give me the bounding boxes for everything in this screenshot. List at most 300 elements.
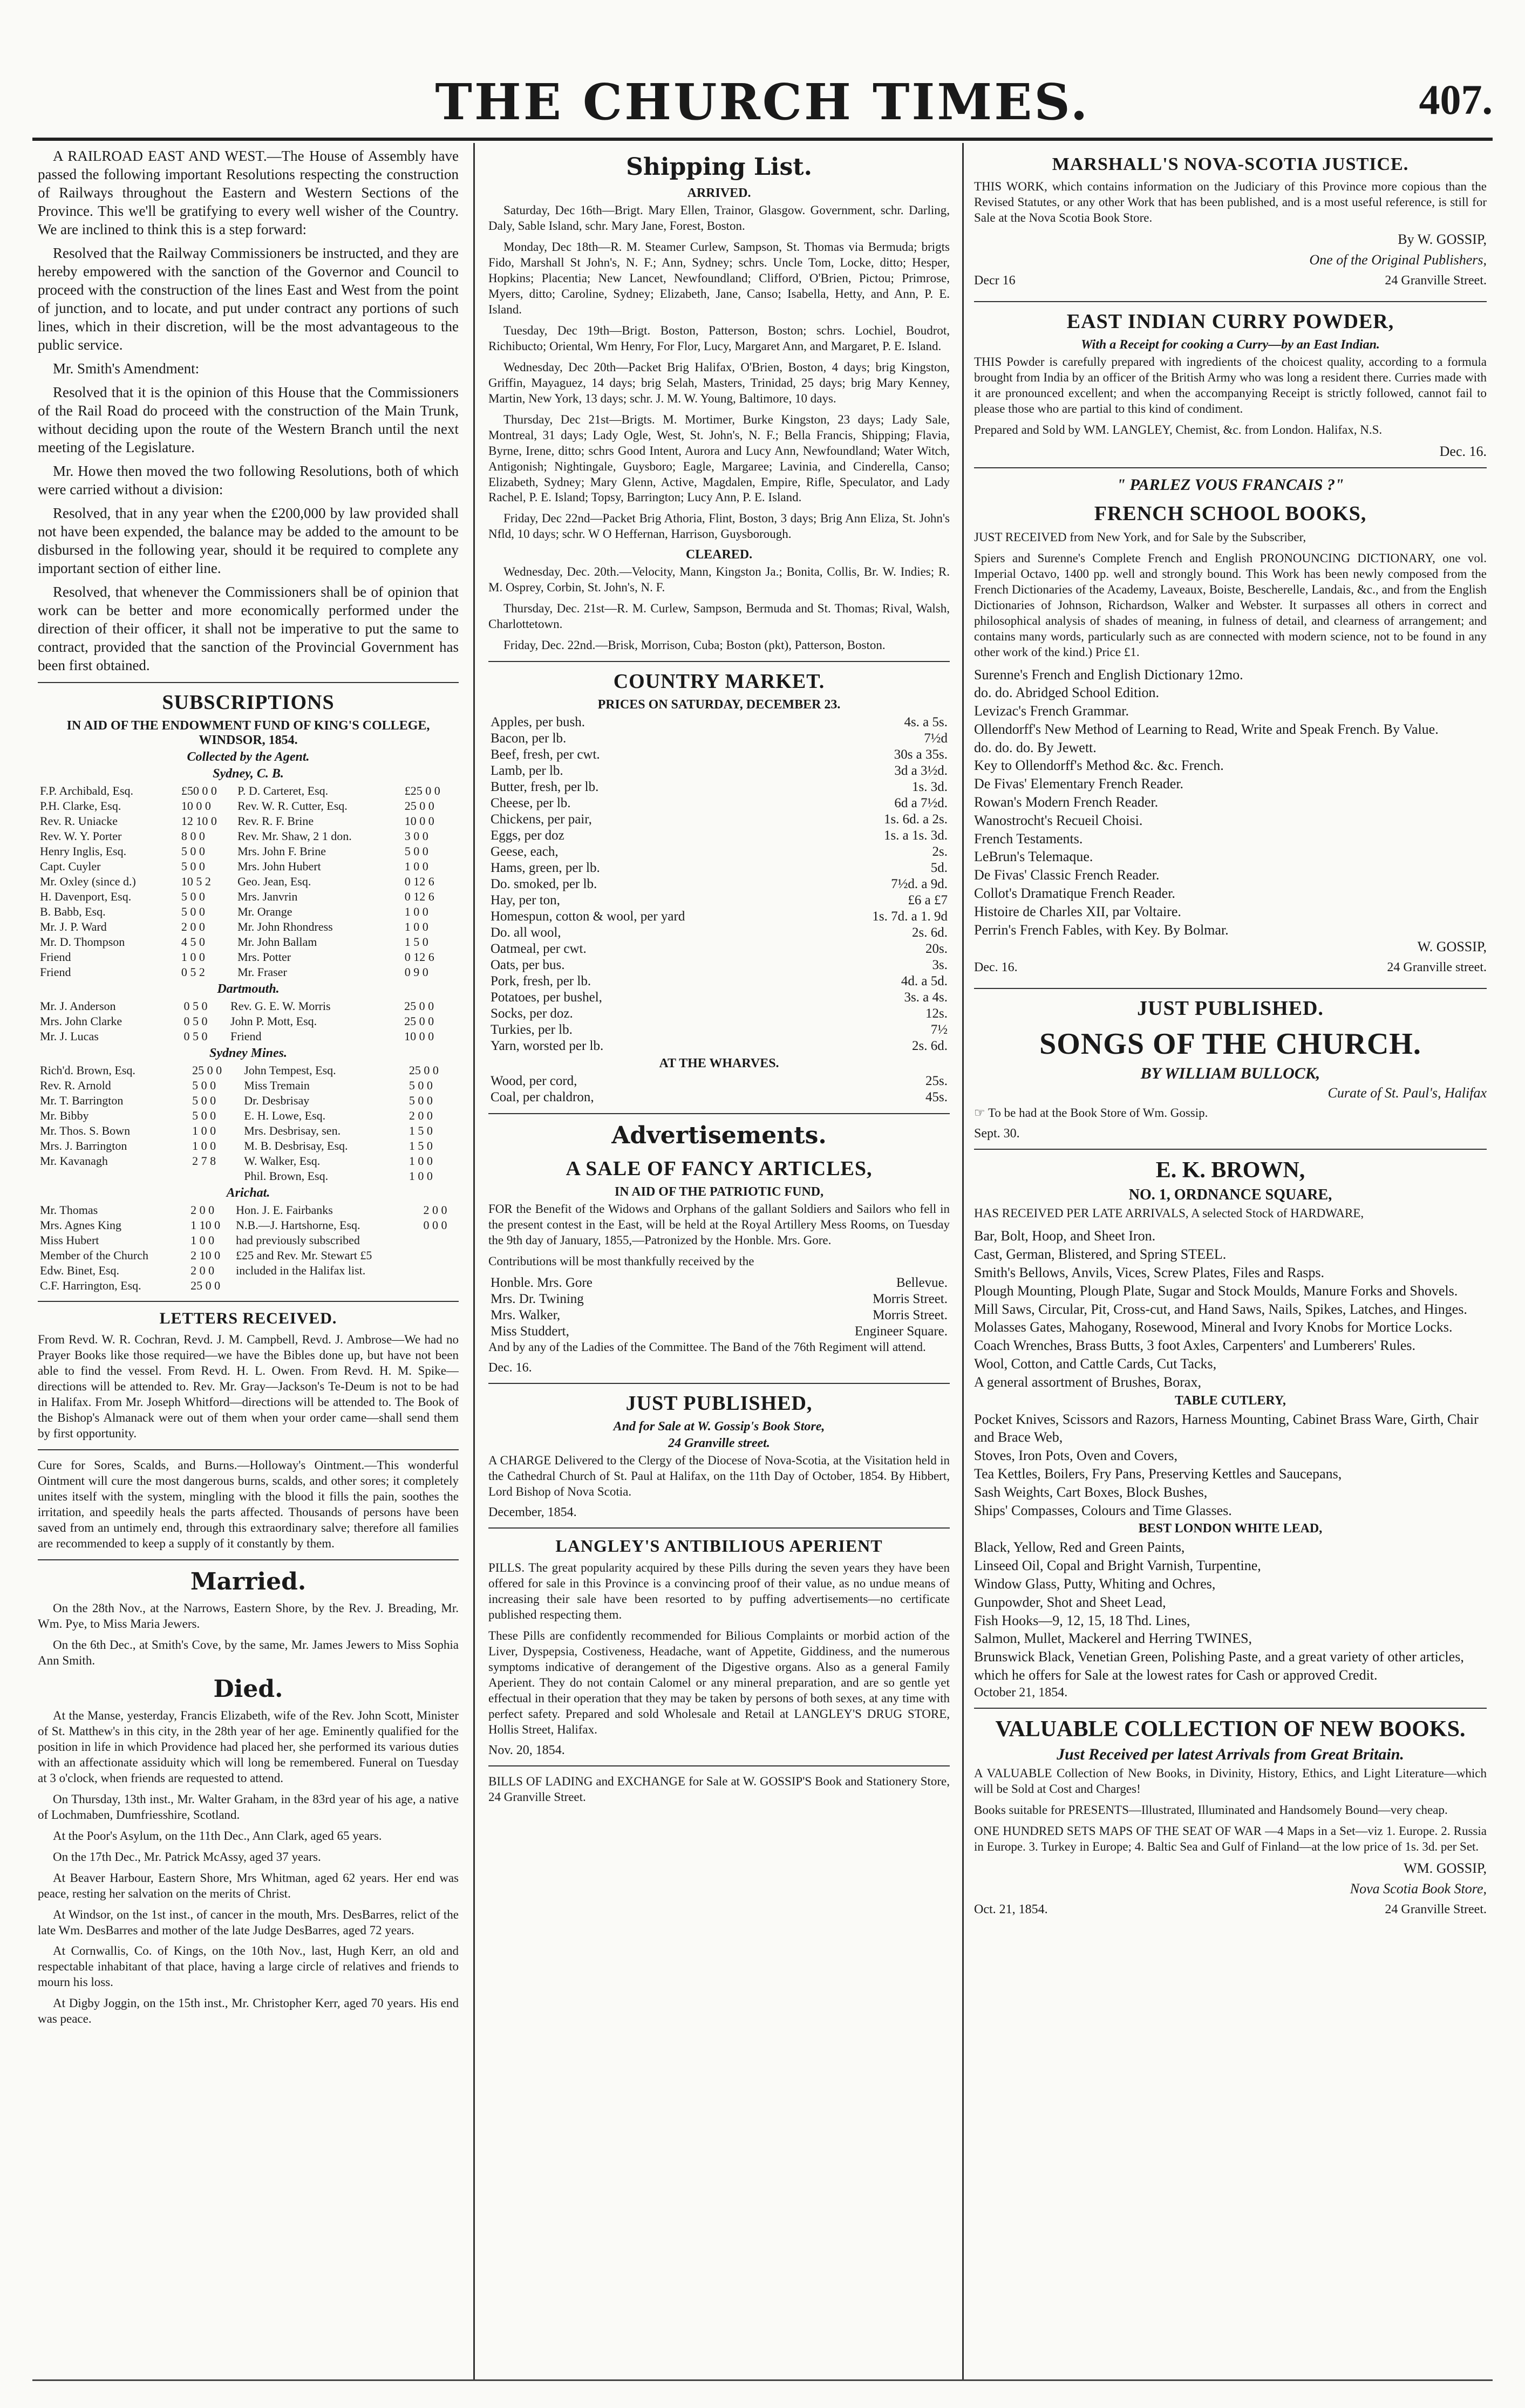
table-cell: included in the Halifax list. bbox=[236, 1264, 366, 1278]
table-cell: 0 5 0 bbox=[183, 999, 208, 1013]
letters-section bbox=[38, 1309, 459, 1442]
page-number: 407. bbox=[1419, 76, 1493, 123]
list-item: Ollendorff's New Method of Learning to Read, Write and Speak French. By Value. bbox=[974, 721, 1439, 737]
market-row bbox=[488, 731, 950, 747]
table-cell: Rev. W. R. Cutter, Esq. bbox=[237, 799, 348, 813]
table-cell: 25 0 0 bbox=[192, 1063, 222, 1077]
table-row bbox=[38, 1169, 459, 1184]
table-cell: Miss Tremain bbox=[244, 1079, 310, 1093]
table-row bbox=[38, 904, 459, 919]
newspaper-title: THE CHURCH TIMES. bbox=[435, 73, 1090, 131]
list-item: Levizac's French Grammar. bbox=[974, 703, 1129, 719]
table-row bbox=[38, 1093, 459, 1108]
list-item: A general assortment of Brushes, Borax, bbox=[974, 1374, 1201, 1390]
table-row bbox=[38, 1108, 459, 1123]
brown-date: October 21, 1854. bbox=[974, 1685, 1068, 1700]
receiver-row bbox=[488, 1307, 950, 1324]
market-row bbox=[488, 811, 950, 828]
french-address: 24 Granville street. bbox=[1387, 960, 1487, 975]
french-desc: Spiers and Surenne's Complete French and English PRONOUNCING DICTIONARY, one vol. Imperial Octavo, 1400 pp. well and strongly bound. This Work has been newly composed from the French Dictionaries of the Academy, Laveaux, Boiste, Bescherelle, Landais, &c., and from the English Dictionaries of Johnson, Richardson, Walker and Webster. It surpasses all others in correct and philosophical analysis of shades of meaning, in fulness of detail, and clearness of arrangement; and contains many words, particularly such as are connected with modern science, not to be found in any other work of the kind.) Price £1. bbox=[974, 551, 1487, 659]
subscription-location: Arichat. bbox=[226, 1186, 270, 1200]
table-row bbox=[38, 1278, 459, 1293]
railroad-howe: Mr. Howe then moved the two following Resolutions, both of which were carried without a division: bbox=[38, 463, 459, 498]
table-cell: 30s a 35s. bbox=[894, 747, 948, 762]
arrival-entry: Wednesday, Dec 20th—Packet Brig Halifax, O'Brien, Boston, 4 days; brig Kingston, Griffin, Mayaguez, 14 days; brig Selah, Masters, Trinidad, 25 days; brig Mary Kenney, Martin, New York, 13 days; schr. J. M. W. Young, Baltimore, 10 days. bbox=[488, 360, 950, 405]
table-cell: Rev. R. Uniacke bbox=[40, 814, 118, 828]
table-row bbox=[38, 829, 459, 844]
list-item: Black, Yellow, Red and Green Paints, bbox=[974, 1539, 1185, 1556]
table-cell: 2 7 8 bbox=[192, 1154, 216, 1168]
table-row bbox=[38, 1063, 459, 1078]
french-date: Dec. 16. bbox=[974, 960, 1018, 975]
list-item: Brunswick Black, Venetian Green, Polishing Paste, and a great variety of other articles, which he offers for Sale at the lowest rates for Cash or approved Credit. bbox=[974, 1649, 1464, 1683]
table-cell: Mrs. J. Barrington bbox=[40, 1139, 127, 1153]
table-row bbox=[38, 859, 459, 874]
langley-date: Nov. 20, 1854. bbox=[488, 1743, 565, 1757]
table-cell: 5 0 0 bbox=[181, 890, 205, 904]
market-row bbox=[488, 941, 950, 957]
subscription-table bbox=[38, 1063, 459, 1184]
marriage-notice: On the 28th Nov., at the Narrows, Eastern Shore, by the Rev. J. Breading, Mr. Wm. Pye, to Miss Maria Jewers. bbox=[38, 1601, 459, 1631]
table-cell: Pork, fresh, per lb. bbox=[491, 974, 591, 989]
table-cell: Mr. Oxley (since d.) bbox=[40, 875, 136, 889]
market-row bbox=[488, 828, 950, 844]
arrived-list bbox=[488, 203, 950, 542]
table-cell: 4 5 0 bbox=[181, 935, 205, 949]
arrival-entry: Saturday, Dec 16th—Brigt. Mary Ellen, Trainor, Glasgow. Government, schr. Darling, Daly, Sable Island, schr. Mary Jane, Forest, Boston. bbox=[488, 203, 950, 233]
table-cell: 25 0 0 bbox=[190, 1279, 221, 1293]
railroad-article bbox=[38, 147, 459, 674]
table-row bbox=[38, 1203, 459, 1218]
french-signed: W. GOSSIP, bbox=[1417, 939, 1487, 955]
curry-ad bbox=[974, 310, 1487, 460]
subscriptions-subtitle: IN AID OF THE ENDOWMENT FUND OF KING'S COLLEGE, WINDSOR, 1854. bbox=[66, 719, 430, 748]
french-books-ad bbox=[974, 476, 1487, 981]
section-divider bbox=[974, 467, 1487, 468]
subscription-table bbox=[38, 1203, 459, 1293]
sale-body: FOR the Benefit of the Widows and Orphans of the gallant Soldiers and Sailors who fell in the present contest in the East, will be held at the Royal Artillery Mess Rooms, on Tuesday the 9th day of January, 1855,—Patronized by the Honble. Mrs. Gore. bbox=[488, 1202, 950, 1247]
songs-role: Curate of St. Paul's, Halifax bbox=[1327, 1085, 1487, 1101]
table-cell: 25 0 0 bbox=[404, 799, 434, 813]
list-item: Plough Mounting, Plough Plate, Sugar and Stock Moulds, Manure Forks and Shovels. bbox=[974, 1283, 1458, 1299]
table-cell: Morris Street. bbox=[873, 1308, 948, 1323]
market-row bbox=[488, 909, 950, 925]
table-cell: 2 0 0 bbox=[423, 1203, 447, 1217]
death-notice: At Digby Joggin, on the 15th inst., Mr. Christopher Kerr, aged 70 years. His end was peace. bbox=[38, 1996, 459, 2026]
arrival-entry: Friday, Dec 22nd—Packet Brig Athoria, Flint, Boston, 3 days; Brig Ann Eliza, St. John's Nfld, 10 days; schr. W O Heffernan, Harrison, Guysborough. bbox=[488, 511, 950, 541]
table-cell: 10 0 0 bbox=[404, 1029, 434, 1043]
table-cell: Hams, green, per lb. bbox=[491, 861, 600, 876]
arrival-entry: Thursday, Dec 21st—Brigts. M. Mortimer, Burke Kingston, 23 days; Lady Sale, Montreal, 31 days; Lady Ogle, West, St. John's, N. F.; Bella Francis, Shipping; Flavia, Byrne, Irene, ditto; schrs Good Intent, Aurora and Lucy Ann, Newfoundland; Water Witch, Antigonish; Nightingale, Guysboro; Eagle, Margaree; Lavinia, and Cinderella, Canso; Elizabeth, Sydney; Mary Glenn, Active, Magdalen, Empire, Rifle, Speculator, and Lady Rachel, P. E. Island; Topsy, Barrington; Lucy Ann, P. E. Island. bbox=[488, 412, 950, 504]
french-tagline: " PARLEZ VOUS FRANCAIS ?" bbox=[1116, 475, 1344, 494]
table-cell: Mr. Fraser bbox=[237, 965, 287, 979]
table-cell: Mr. J. Anderson bbox=[40, 999, 116, 1013]
charge-date: December, 1854. bbox=[488, 1505, 577, 1519]
market-row bbox=[488, 844, 950, 860]
table-cell: 0 0 0 bbox=[423, 1218, 447, 1232]
table-row bbox=[38, 783, 459, 799]
list-item: De Fivas' Elementary French Reader. bbox=[974, 776, 1184, 792]
table-cell: 5 0 0 bbox=[181, 844, 205, 858]
table-cell: Beef, fresh, per cwt. bbox=[491, 747, 600, 762]
table-row bbox=[38, 1218, 459, 1233]
market-title: COUNTRY MARKET. bbox=[613, 670, 825, 693]
table-cell: 8 0 0 bbox=[181, 829, 205, 843]
table-cell: Miss Studdert, bbox=[491, 1324, 569, 1339]
marshall-ad bbox=[974, 154, 1487, 294]
table-cell: £50 0 0 bbox=[181, 784, 217, 798]
table-cell: C.F. Harrington, Esq. bbox=[40, 1279, 141, 1293]
clearance-entry: Wednesday, Dec. 20th.—Velocity, Mann, Kingston Ja.; Bonita, Collis, Br. W. Indies; R. M. Osprey, Corbin, St. John's, N. F. bbox=[488, 565, 950, 595]
table-cell: 3s. a 4s. bbox=[904, 990, 948, 1005]
table-cell: 1 0 0 bbox=[181, 950, 205, 964]
collection-body: A VALUABLE Collection of New Books, in Divinity, History, Ethics, and Light Literature—which will be Sold at Cost and Charges! bbox=[974, 1766, 1487, 1796]
market-row bbox=[488, 1006, 950, 1022]
table-row bbox=[38, 799, 459, 814]
table-cell: 1s. a 1s. 3d. bbox=[883, 828, 948, 843]
market-row bbox=[488, 957, 950, 973]
list-item: Pocket Knives, Scissors and Razors, Harness Mounting, Cabinet Brass Ware, Girth, Chair and Brace Web, bbox=[974, 1411, 1479, 1445]
market-row bbox=[488, 779, 950, 795]
table-row bbox=[38, 814, 459, 829]
list-item: Key to Ollendorff's Method &c. &c. French. bbox=[974, 758, 1224, 774]
table-cell: 12 10 0 bbox=[181, 814, 217, 828]
table-cell: 1 0 0 bbox=[192, 1139, 216, 1153]
table-cell: Eggs, per doz bbox=[491, 828, 564, 843]
amendment-label: Mr. Smith's Amendment: bbox=[53, 360, 200, 377]
table-cell: 0 5 0 bbox=[183, 1029, 208, 1043]
french-books-list bbox=[974, 666, 1487, 939]
table-cell: Homespun, cotton & wool, per yard bbox=[491, 909, 685, 924]
table-cell: E. H. Lowe, Esq. bbox=[244, 1109, 326, 1123]
market-row bbox=[488, 860, 950, 876]
table-cell: Mr. J. P. Ward bbox=[40, 920, 107, 934]
langley-body: PILLS. The great popularity acquired by these Pills during the seven years they have been offered for sale in this Province is a convincing proof of their value, as no undue means of increasing their sale have been resorted to by puffing advertisements—no certificate published respecting them. bbox=[488, 1560, 950, 1621]
marshall-signed: By W. GOSSIP, bbox=[1398, 231, 1487, 247]
column-left bbox=[38, 147, 459, 2376]
married-section bbox=[38, 1568, 459, 1669]
songs-author: BY WILLIAM BULLOCK, bbox=[1140, 1065, 1320, 1083]
table-cell: Mrs. Potter bbox=[237, 950, 291, 964]
table-row bbox=[38, 950, 459, 965]
market-row bbox=[488, 763, 950, 779]
table-cell: 1 5 0 bbox=[404, 935, 428, 949]
table-cell: 7½ bbox=[930, 1022, 948, 1038]
marriage-notice: On the 6th Dec., at Smith's Cove, by the same, Mr. James Jewers to Miss Sophia Ann Smith. bbox=[38, 1638, 459, 1667]
table-cell: H. Davenport, Esq. bbox=[40, 890, 132, 904]
column-divider bbox=[962, 143, 964, 2381]
collection-maps: ONE HUNDRED SETS MAPS OF THE SEAT OF WAR —4 Maps in a Set—viz 1. Europe. 2. Russia in Europe. 3. Turkey in Europe; 4. Baltic Sea and Gulf of Finland—at the low price of 1s. 3d. per Set. bbox=[974, 1824, 1487, 1853]
table-cell: 5 0 0 bbox=[192, 1109, 216, 1123]
cleared-label: CLEARED. bbox=[685, 548, 753, 562]
table-cell bbox=[234, 1278, 421, 1293]
railroad-resolution: Resolved, that in any year when the £200,000 by law provided shall not have been expended, the balance may be added to the amount to be disbursed in the following year, should it be required to complete any important section of either line. bbox=[38, 505, 459, 577]
french-body: JUST RECEIVED from New York, and for Sale by the Subscriber, bbox=[974, 530, 1306, 544]
table-row bbox=[38, 1138, 459, 1154]
table-cell: Cheese, per lb. bbox=[491, 796, 571, 811]
table-cell: Mrs. John F. Brine bbox=[237, 844, 326, 858]
langley-body: These Pills are confidently recommended for Bilious Complaints or morbid action of the Liver, Dyspepsia, Costiveness, Headache, want of Appetite, Giddiness, and the numerous symptoms indicative of derangement of the Digestive organs. Also as a general Family Aperient. They do not contain Calomel or any mineral preparation, and are so gentle yet effectual in their operation that they may be taken by persons of both sexes, at any time with perfect safety. Prepared and sold Wholesale and Retail at LANGLEY'S DRUG STORE, Hollis Street, Halifax. bbox=[488, 1628, 950, 1736]
column-right bbox=[974, 147, 1487, 2376]
table-cell: 5 0 0 bbox=[409, 1079, 433, 1093]
shipping-section bbox=[488, 153, 950, 653]
table-cell: 0 5 2 bbox=[181, 965, 205, 979]
section-divider bbox=[488, 1113, 950, 1114]
table-cell: Geese, each, bbox=[491, 844, 559, 859]
letters-title: LETTERS RECEIVED. bbox=[159, 1309, 337, 1328]
table-cell: Lamb, per lb. bbox=[491, 763, 563, 779]
table-cell: 5 0 0 bbox=[181, 905, 205, 919]
table-cell: 2 0 0 bbox=[190, 1264, 215, 1278]
table-cell: 1 5 0 bbox=[409, 1139, 433, 1153]
french-title: FRENCH SCHOOL BOOKS, bbox=[1094, 502, 1367, 525]
table-cell: Rev. Mr. Shaw, 2 1 don. bbox=[237, 829, 352, 843]
death-notice: At the Manse, yesterday, Francis Elizabeth, wife of the Rev. John Scott, Minister of St. Matthew's in this city, in the 28th year of her age. Eminently qualified for the position in life in which Providence had placed her, she performed its various duties with an affectionate assiduity which will long be remembered. Funeral on Tuesday at 3 o'clock, when friends are requested to attend. bbox=[38, 1708, 459, 1785]
receiver-row bbox=[488, 1275, 950, 1291]
list-item: De Fivas' Classic French Reader. bbox=[974, 867, 1160, 883]
list-item: LeBrun's Telemaque. bbox=[974, 849, 1093, 865]
section-divider bbox=[974, 301, 1487, 302]
letters-body: From Revd. W. R. Cochran, Revd. J. M. Campbell, Revd. J. Ambrose—We had no Prayer Books like those required—we have the Bibles done up, but have not been able to find the vessel. From Revd. H. L. Owen. From Revd. H. M. Spike—directions will be attended to. Rev. Mr. Gray—Jackson's Te-Deum is not to be had in Halifax. From Mr. Joseph Whitford—directions will be attended to. The Book of the Bishop's Almanack were out of them when your order came—shall send them by first opportunity. bbox=[38, 1333, 459, 1441]
market-row bbox=[488, 747, 950, 763]
table-cell: 0 12 6 bbox=[404, 950, 434, 964]
brown-intro: HAS RECEIVED PER LATE ARRIVALS, A selected Stock of HARDWARE, bbox=[974, 1206, 1364, 1220]
arrived-label: ARRIVED. bbox=[687, 186, 751, 200]
table-cell: Mr. Bibby bbox=[40, 1109, 89, 1123]
table-cell: Capt. Cuyler bbox=[40, 859, 101, 874]
songs-date: Sept. 30. bbox=[974, 1127, 1020, 1141]
list-item: Coach Wrenches, Brass Butts, 3 foot Axles, Carpenters' and Lumberers' Rules. bbox=[974, 1338, 1416, 1354]
market-row bbox=[488, 795, 950, 811]
table-cell: 2 10 0 bbox=[190, 1249, 221, 1263]
lead-label: BEST LONDON WHITE LEAD, bbox=[1138, 1522, 1323, 1536]
death-notice: At Beaver Harbour, Eastern Shore, Mrs Whitman, aged 62 years. Her end was peace, resting her salvation on the merits of Christ. bbox=[38, 1871, 459, 1900]
table-cell: 2 0 0 bbox=[409, 1109, 433, 1123]
section-divider bbox=[38, 1559, 459, 1560]
table-row bbox=[38, 889, 459, 904]
table-cell: Friend bbox=[230, 1029, 262, 1043]
table-cell: Mr. D. Thompson bbox=[40, 935, 125, 949]
hardware-list bbox=[974, 1410, 1487, 1520]
marshall-address: 24 Granville Street. bbox=[1385, 273, 1487, 288]
column-middle bbox=[488, 147, 950, 2376]
table-row bbox=[38, 1078, 459, 1093]
clearance-entry: Thursday, Dec. 21st—R. M. Curlew, Sampson, Bermuda and St. Thomas; Rival, Walsh, Charlottetown. bbox=[488, 602, 950, 631]
hardware-list bbox=[974, 1538, 1487, 1684]
section-divider bbox=[974, 1149, 1487, 1150]
table-cell: Turkies, per lb. bbox=[491, 1022, 573, 1038]
table-cell: Mr. John Rhondress bbox=[237, 920, 333, 934]
table-cell: 4d. a 5d. bbox=[901, 974, 948, 989]
wharves-label: AT THE WHARVES. bbox=[659, 1056, 779, 1071]
table-cell: 25 0 0 bbox=[404, 1014, 434, 1028]
brown-title: E. K. BROWN, bbox=[1155, 1158, 1305, 1183]
table-cell: 5d. bbox=[930, 861, 948, 876]
died-title: Died. bbox=[213, 1675, 283, 1703]
table-cell: 1 0 0 bbox=[409, 1154, 433, 1168]
subscriptions-section bbox=[38, 691, 459, 1293]
table-cell: 25s. bbox=[925, 1074, 948, 1089]
table-cell: 2s. 6d. bbox=[912, 925, 948, 940]
market-row bbox=[488, 990, 950, 1006]
table-row bbox=[38, 934, 459, 950]
table-cell: £25 and Rev. Mr. Stewart £5 bbox=[236, 1249, 372, 1263]
table-cell: 3s. bbox=[932, 958, 948, 973]
table-cell: Mrs. Agnes King bbox=[40, 1218, 121, 1232]
table-cell: 1 0 0 bbox=[192, 1124, 216, 1138]
collection-ad bbox=[974, 1716, 1487, 1922]
table-cell: 0 5 0 bbox=[183, 1014, 208, 1028]
subscriptions-title: SUBSCRIPTIONS bbox=[162, 691, 335, 714]
table-cell: 2s. bbox=[932, 844, 948, 859]
list-item: Smith's Bellows, Anvils, Vices, Screw Plates, Files and Rasps. bbox=[974, 1264, 1325, 1280]
table-cell: Rich'd. Brown, Esq. bbox=[40, 1063, 135, 1077]
table-cell: 2 0 0 bbox=[190, 1203, 215, 1217]
subscription-location: Dartmouth. bbox=[217, 982, 280, 997]
charge-ad bbox=[488, 1391, 950, 1520]
married-title: Married. bbox=[190, 1568, 307, 1596]
table-cell: Miss Hubert bbox=[40, 1233, 99, 1247]
table-cell: Bellevue. bbox=[896, 1275, 948, 1291]
table-cell: 25 0 0 bbox=[404, 999, 434, 1013]
table-cell: 3d a 3½d. bbox=[894, 763, 948, 779]
table-cell: Friend bbox=[40, 950, 71, 964]
table-cell: Mr. T. Barrington bbox=[40, 1094, 124, 1108]
table-cell: Mr. John Ballam bbox=[237, 935, 317, 949]
table-cell: 1 10 0 bbox=[190, 1218, 221, 1232]
brown-hardware-ad bbox=[974, 1157, 1487, 1700]
table-cell: Mrs. John Clarke bbox=[40, 1014, 122, 1028]
section-divider bbox=[38, 1449, 459, 1450]
market-row bbox=[488, 973, 950, 990]
french-footer bbox=[974, 959, 1487, 980]
market-row bbox=[488, 925, 950, 941]
table-cell: Dr. Desbrisay bbox=[244, 1094, 310, 1108]
table-cell: 20s. bbox=[925, 942, 948, 957]
railroad-resolution: Resolved, that whenever the Commissioners shall be of opinion that work can be better and more economically performed under the direction of their officer, it shall not be imperative to put the same to contract, provided that the sanction of the Provincial Government has been first obtained. bbox=[38, 584, 459, 674]
table-cell: 5 0 0 bbox=[181, 859, 205, 874]
table-cell: Hay, per ton, bbox=[491, 893, 560, 908]
market-table bbox=[488, 714, 950, 1054]
table-row bbox=[38, 1154, 459, 1169]
death-notice: At the Poor's Asylum, on the 11th Dec., Ann Clark, aged 65 years. bbox=[53, 1829, 382, 1843]
table-cell bbox=[421, 1233, 459, 1248]
table-cell: 1s. 7d. a 1. 9d bbox=[872, 909, 948, 924]
sale-title: A SALE OF FANCY ARTICLES, bbox=[566, 1157, 873, 1181]
section-divider bbox=[974, 1708, 1487, 1709]
list-item: Perrin's French Fables, with Key. By Bolmar. bbox=[974, 922, 1229, 938]
list-item: Wanostrocht's Recueil Choisi. bbox=[974, 812, 1143, 828]
table-cell: Mrs. John Hubert bbox=[237, 859, 321, 874]
langley-title: LANGLEY'S ANTIBILIOUS APERIENT bbox=[555, 1536, 883, 1556]
list-item: Window Glass, Putty, Whiting and Ochres, bbox=[974, 1575, 1216, 1592]
songs-sale: ☞ To be had at the Book Store of Wm. Gossip. bbox=[974, 1106, 1208, 1120]
collection-address: 24 Granville Street. bbox=[1385, 1902, 1487, 1916]
arrival-entry: Monday, Dec 18th—R. M. Steamer Curlew, Sampson, St. Thomas via Bermuda; brigts Fido, Marshall St John's, N. F.; Ann, Sydney; schrs. Uncle Tom, Locke, ditto; Hesper, Hopkins; Placentia; New Lancet, Newfoundland; Clifford, O'Brien, Pictou; Primrose, Myers, ditto; Caroline, Sydney; Elizabeth, Jane, Canso; Isabella, Hetty, and Ann, P. E. Island. bbox=[488, 240, 950, 316]
table-cell: John P. Mott, Esq. bbox=[230, 1014, 317, 1028]
table-cell: Morris Street. bbox=[873, 1292, 948, 1307]
list-item: Gunpowder, Shot and Sheet Lead, bbox=[974, 1594, 1166, 1610]
table-cell: Yarn, worsted per lb. bbox=[491, 1039, 604, 1054]
charge-title: JUST PUBLISHED, bbox=[625, 1392, 813, 1415]
list-item: do. do. Abridged School Edition. bbox=[974, 685, 1160, 701]
section-divider bbox=[488, 1527, 950, 1529]
curry-date: Dec. 16. bbox=[1439, 443, 1487, 459]
table-cell: Friend bbox=[40, 965, 71, 979]
list-item: Surenne's French and English Dictionary 12mo. bbox=[974, 666, 1243, 683]
list-item: Cast, German, Blistered, and Spring STEEL. bbox=[974, 1246, 1227, 1263]
market-row bbox=[488, 1022, 950, 1038]
clearance-entry: Friday, Dec. 22nd.—Brisk, Morrison, Cuba; Boston (pkt), Patterson, Boston. bbox=[503, 638, 886, 652]
sale-subtitle: IN AID OF THE PATRIOTIC FUND, bbox=[614, 1185, 824, 1199]
table-cell: 1 0 0 bbox=[409, 1169, 433, 1183]
section-divider bbox=[38, 1301, 459, 1302]
table-cell: 4s. a 5s. bbox=[904, 715, 948, 730]
collection-presents: Books suitable for PRESENTS—Illustrated, Illuminated and Handsomely Bound—very cheap. bbox=[974, 1803, 1448, 1817]
table-cell: P. D. Carteret, Esq. bbox=[237, 784, 329, 798]
table-row bbox=[38, 1014, 459, 1029]
songs-title: SONGS OF THE CHURCH. bbox=[1039, 1027, 1421, 1061]
table-cell: Mr. Thos. S. Bown bbox=[40, 1124, 131, 1138]
collection-signed: WM. GOSSIP, bbox=[1404, 1860, 1487, 1876]
table-cell: Rev. R. Arnold bbox=[40, 1079, 111, 1093]
subscriptions-collected: Collected by the Agent. bbox=[187, 750, 310, 765]
brown-address: NO. 1, ORDNANCE SQUARE, bbox=[1128, 1186, 1332, 1204]
fancy-sale-ad bbox=[488, 1157, 950, 1375]
table-row bbox=[38, 844, 459, 859]
table-cell: Mrs. Walker, bbox=[491, 1308, 561, 1323]
list-item: Stoves, Iron Pots, Oven and Covers, bbox=[974, 1448, 1177, 1464]
table-cell: 7½d bbox=[924, 731, 948, 746]
table-cell: P.H. Clarke, Esq. bbox=[40, 799, 121, 813]
table-cell: 1s. 3d. bbox=[912, 780, 948, 795]
shipping-title: Shipping List. bbox=[626, 153, 812, 181]
table-cell: 0 12 6 bbox=[404, 875, 434, 889]
table-cell bbox=[190, 1169, 242, 1184]
list-item: Tea Kettles, Boilers, Fry Pans, Preserving Kettles and Saucepans, bbox=[974, 1465, 1342, 1482]
table-row bbox=[38, 1123, 459, 1138]
sale-closing: And by any of the Ladies of the Committee. The Band of the 76th Regiment will attend. bbox=[488, 1340, 926, 1354]
table-cell: Edw. Binet, Esq. bbox=[40, 1264, 120, 1278]
table-cell: N.B.—J. Hartshorne, Esq. bbox=[236, 1218, 360, 1232]
railroad-intro: A RAILROAD EAST AND WEST.—The House of Assembly have passed the following important Resolutions respecting the construction of Railways throughout the Eastern and Western Sections of the Province. This we'll be gratifying to every well wisher of the Country. We are inclined to think this is a step forward: bbox=[38, 148, 459, 238]
section-divider bbox=[488, 1765, 950, 1766]
table-cell: Mrs. Dr. Twining bbox=[491, 1292, 584, 1307]
list-item: Bar, Bolt, Hoop, and Sheet Iron. bbox=[974, 1228, 1156, 1244]
table-cell: 1 0 0 bbox=[404, 920, 428, 934]
death-notice: At Cornwallis, Co. of Kings, on the 10th Nov., last, Hugh Kerr, an old and respectable inhabitant of that place, having a large circle of relatives and friends to mourn his loss. bbox=[38, 1944, 459, 1989]
table-cell: 3 0 0 bbox=[404, 829, 428, 843]
table-cell: £25 0 0 bbox=[404, 784, 440, 798]
table-cell: John Tempest, Esq. bbox=[244, 1063, 336, 1077]
table-cell: 2s. 6d. bbox=[912, 1039, 948, 1054]
table-cell: Member of the Church bbox=[40, 1249, 148, 1263]
list-item: Ships' Compasses, Colours and Time Glasses. bbox=[974, 1502, 1232, 1518]
table-cell: M. B. Desbrisay, Esq. bbox=[244, 1139, 348, 1153]
table-cell bbox=[421, 1278, 459, 1293]
table-cell: 5 0 0 bbox=[192, 1094, 216, 1108]
table-cell: Rev. W. Y. Porter bbox=[40, 829, 122, 843]
table-cell: Wood, per cord, bbox=[491, 1074, 577, 1089]
table-cell: Phil. Brown, Esq. bbox=[244, 1169, 329, 1183]
table-cell: Potatoes, per bushel, bbox=[491, 990, 602, 1005]
table-cell: Engineer Square. bbox=[854, 1324, 948, 1339]
table-cell: Mr. Thomas bbox=[40, 1203, 98, 1217]
table-cell bbox=[38, 1169, 190, 1184]
table-cell: Mr. Kavanagh bbox=[40, 1154, 108, 1168]
market-row bbox=[488, 1038, 950, 1054]
married-list bbox=[38, 1601, 459, 1669]
